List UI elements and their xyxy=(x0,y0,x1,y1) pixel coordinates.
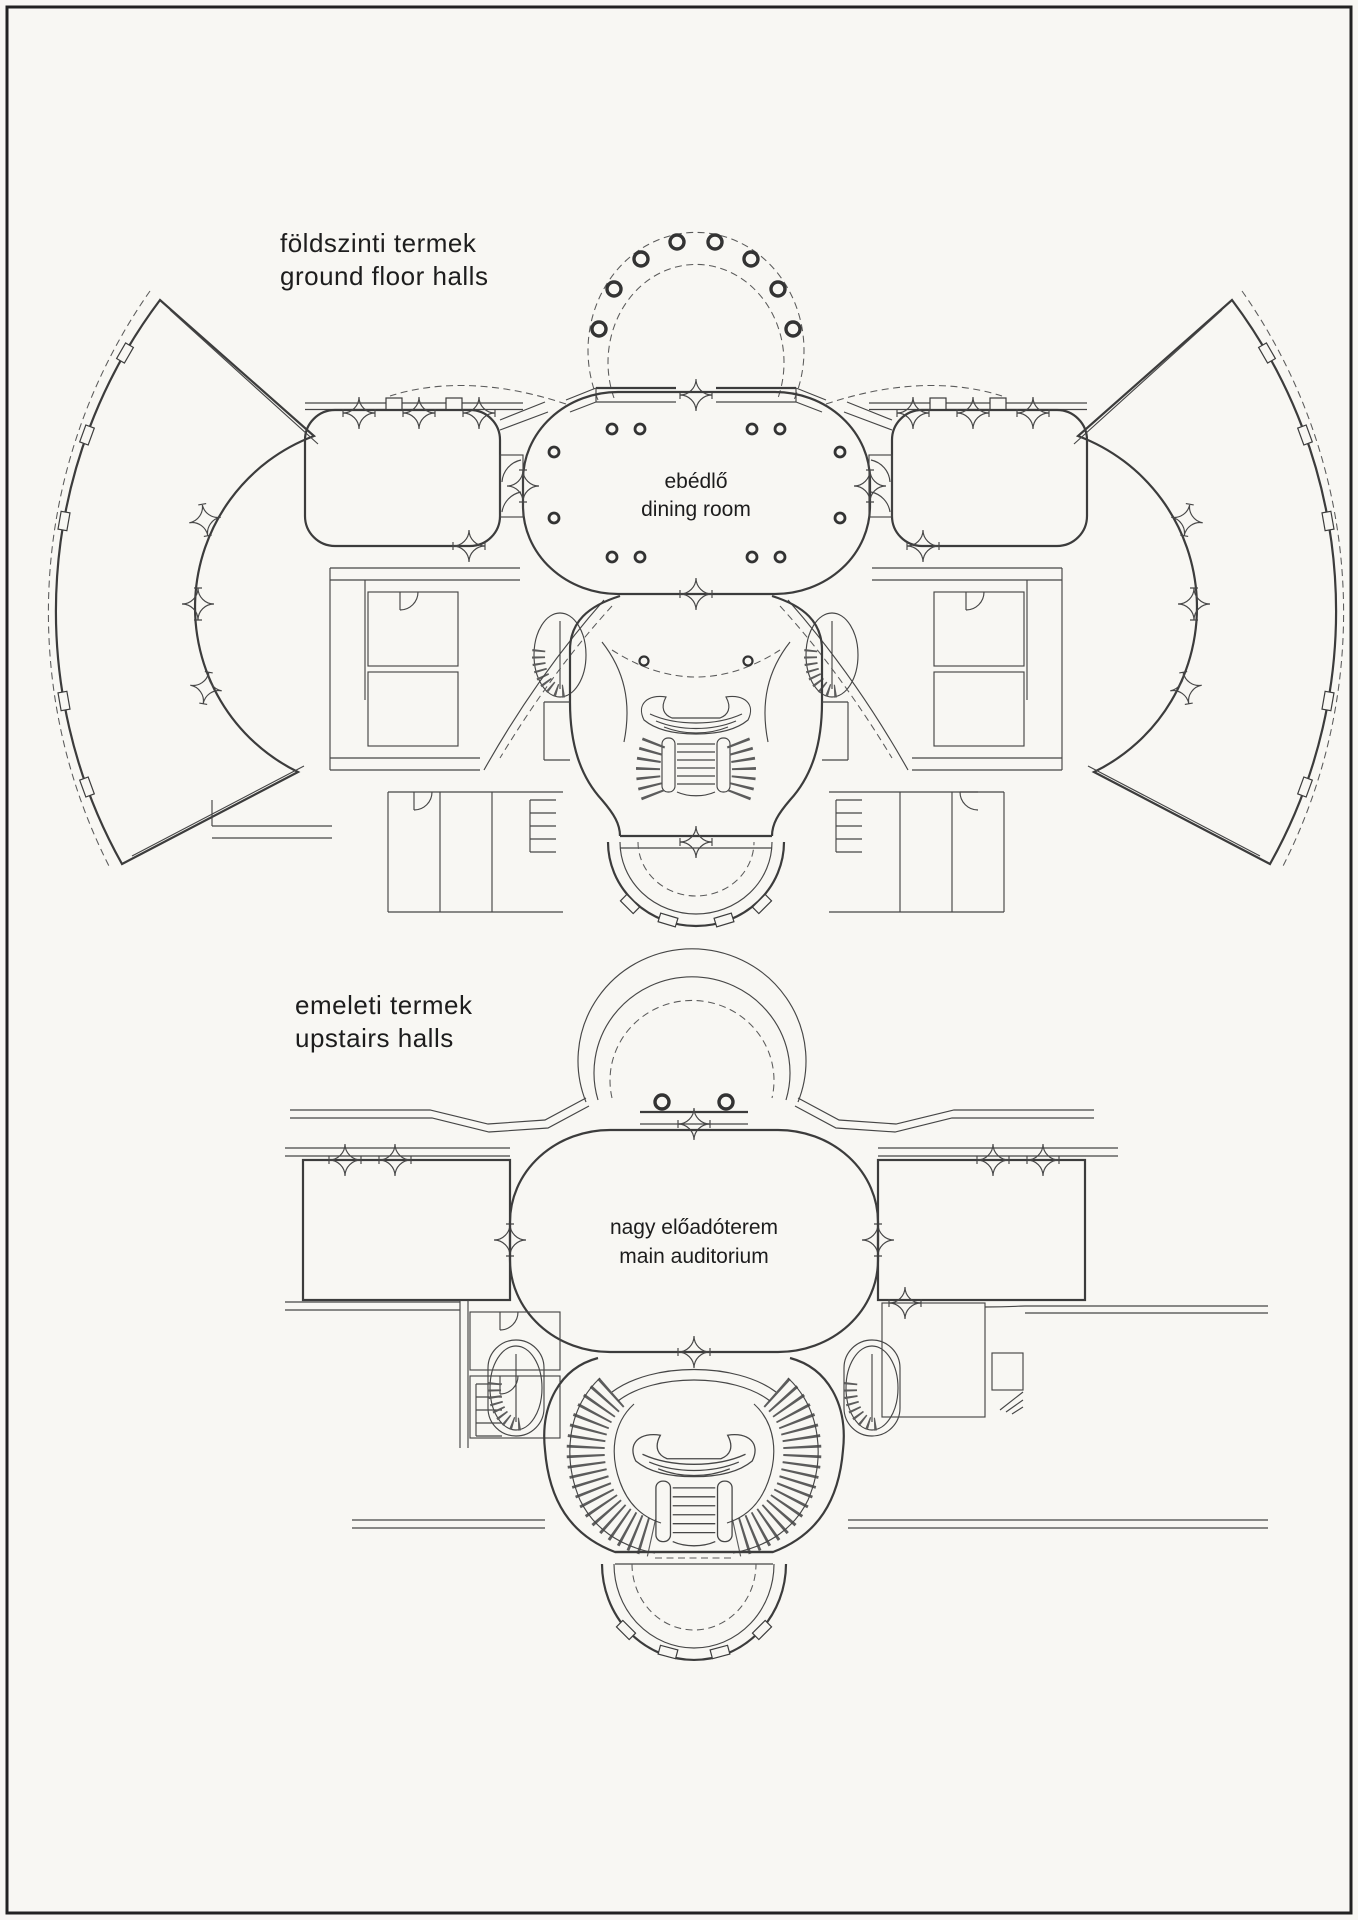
right-hall xyxy=(844,397,1087,562)
auditorium-label-en: main auditorium xyxy=(619,1245,769,1268)
dining-room-oval xyxy=(507,392,886,610)
page-border xyxy=(7,7,1351,1913)
entrance-hall xyxy=(544,596,848,858)
upstairs-grand-staircase xyxy=(633,1435,755,1546)
left-hall xyxy=(305,397,548,562)
upstairs-title-local: emeleti termek xyxy=(295,990,473,1020)
right-wing xyxy=(1074,291,1344,868)
left-spiral-stair xyxy=(490,1346,542,1430)
ground-floor-title-local: földszinti termek xyxy=(280,228,477,258)
terrace-colonnade xyxy=(588,232,804,400)
grand-staircase xyxy=(641,696,750,795)
upstairs-title-en: upstairs halls xyxy=(295,1023,454,1053)
upstairs-plan xyxy=(285,949,1268,1660)
upstairs-side-rooms xyxy=(285,1144,1268,1448)
upstairs-staircase-hall xyxy=(352,1340,1268,1564)
service-rooms xyxy=(212,568,1062,912)
right-spiral-stair xyxy=(846,1346,898,1430)
ground-floor-title-en: ground floor halls xyxy=(280,261,489,291)
dining-room-label-en: dining room xyxy=(641,498,751,521)
dining-room-label-local: ebédlő xyxy=(664,470,728,493)
main-auditorium-oval xyxy=(494,1130,894,1368)
upstairs-balcony xyxy=(602,1564,786,1660)
auditorium-label-local: nagy előadóterem xyxy=(609,1216,779,1239)
ground-floor-plan xyxy=(48,228,1343,927)
left-wing xyxy=(48,291,318,868)
